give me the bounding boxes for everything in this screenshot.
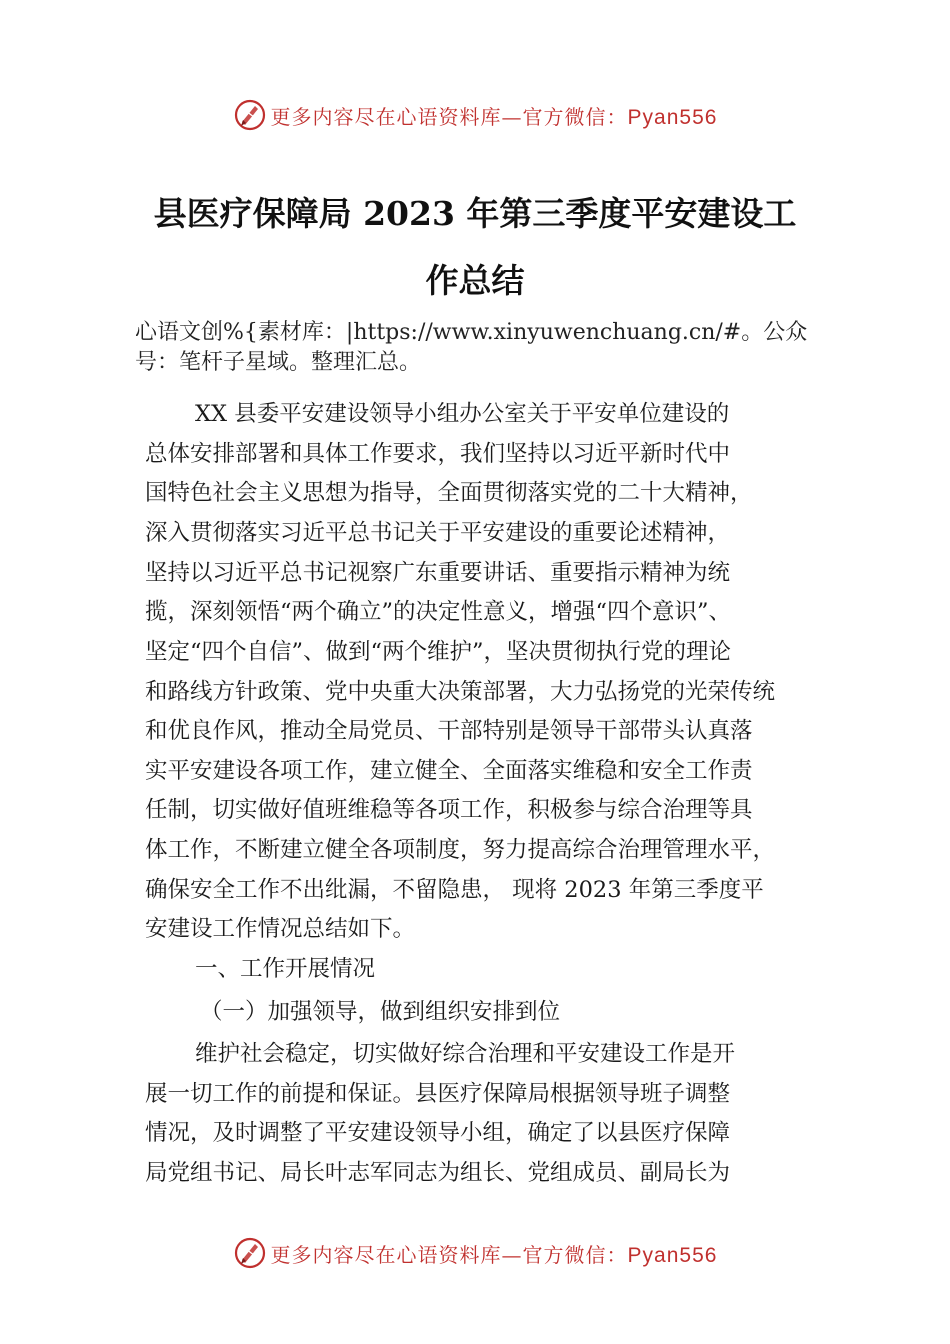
body-line: 和路线方针政策、党中央重大决策部署，大力弘扬党的光荣传统 <box>145 679 776 705</box>
body-line: 任制，切实做好值班维稳等各项工作，积极参与综合治理等具 <box>145 797 753 823</box>
body-line: 坚持以习近平总书记视察广东重要讲话、重要指示精神为统 <box>145 560 731 586</box>
pen-logo-icon <box>233 98 267 132</box>
banner-dash: — <box>501 1242 523 1267</box>
document-title-line-2: 作总结 <box>425 261 525 300</box>
body-line: 确保安全工作不出纰漏，不留隐患， 现将 2023 年第三季度平 <box>145 877 764 903</box>
header-banner <box>0 95 950 135</box>
section-heading: 一、工作开展情况 <box>195 956 376 982</box>
banner-dash: — <box>501 104 523 129</box>
subsection-heading: （一）加强领导，做到组织安排到位 <box>200 999 561 1025</box>
body-line: 和优良作风，推动全局党员、干部特别是领导干部带头认真落 <box>145 718 753 744</box>
pen-logo-icon <box>233 1236 267 1270</box>
body-line: 情况，及时调整了平安建设领导小组，确定了以县医疗保障 <box>145 1120 731 1146</box>
body-line: 总体安排部署和具体工作要求，我们坚持以习近平新时代中 <box>145 441 731 467</box>
banner-account: Pyan556 <box>627 105 718 129</box>
body-line: 维护社会稳定，切实做好综合治理和平安建设工作是开 <box>195 1041 736 1067</box>
document-title-line-1: 县医疗保障局 2023 年第三季度平安建设工 <box>153 194 797 233</box>
body-line: 坚定“四个自信”、做到“两个维护”，坚决贯彻执行党的理论 <box>145 639 732 665</box>
banner-account: Pyan556 <box>627 1243 718 1267</box>
body-line: 实平安建设各项工作，建立健全、全面落实维稳和安全工作责 <box>145 758 753 784</box>
body-line: XX 县委平安建设领导小组办公室关于平安单位建设的 <box>195 401 730 427</box>
body-line: 国特色社会主义思想为指导，全面贯彻落实党的二十大精神， <box>145 480 753 506</box>
header-banner-text <box>271 101 718 130</box>
source-note: 心语文创%{素材库：|https://www.xinyuwenchuang.cn/#。公众号：笔杆子星域。整理汇总。 <box>135 320 808 375</box>
body-line: 揽，深刻领悟“两个确立”的决定性意义，增强“四个意识”、 <box>145 599 732 625</box>
banner-wechat-label: 官方微信： <box>522 1242 628 1267</box>
footer-banner <box>0 1233 950 1273</box>
body-line: 体工作，不断建立健全各项制度，努力提高综合治理管理水平， <box>145 837 776 863</box>
body-line: 局党组书记、局长叶志军同志为组长、党组成员、副局长为 <box>145 1160 731 1186</box>
body-line: 深入贯彻落实习近平总书记关于平安建设的重要论述精神， <box>145 520 731 546</box>
body-line: 安建设工作情况总结如下。 <box>145 916 416 942</box>
banner-wechat-label: 官方微信： <box>522 104 628 129</box>
banner-main-text: 更多内容尽在心语资料库 <box>270 1242 502 1267</box>
banner-main-text: 更多内容尽在心语资料库 <box>270 104 502 129</box>
footer-banner-text <box>271 1239 718 1268</box>
body-line: 展一切工作的前提和保证。县医疗保障局根据领导班子调整 <box>145 1081 731 1107</box>
